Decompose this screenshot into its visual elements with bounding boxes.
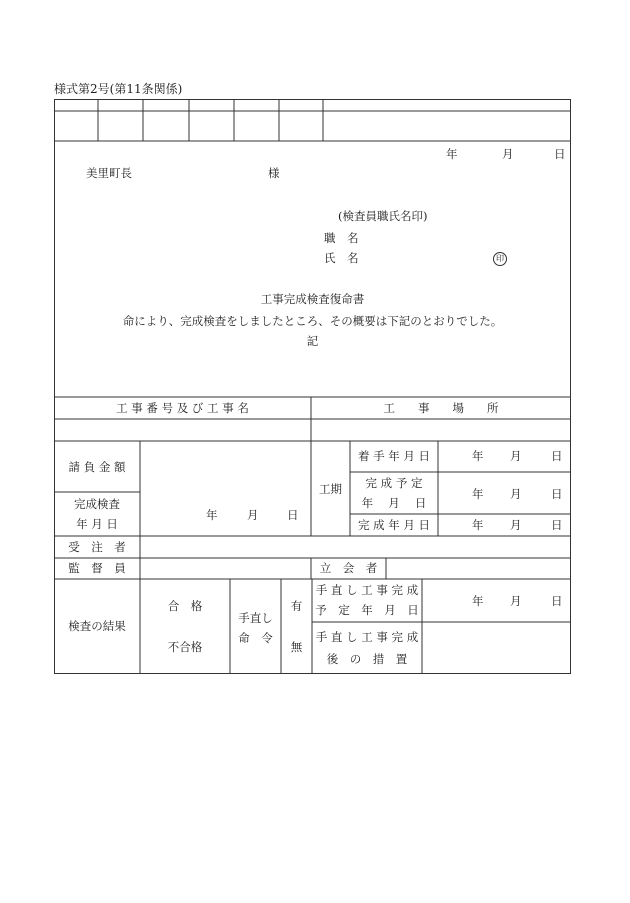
planned-day: 日 [551, 487, 563, 501]
inspection-year: 年 [206, 508, 218, 522]
planned-completion-label: 完 成 予 定 [365, 476, 423, 490]
completion-inspection-label-2: 年 月 日 [76, 517, 118, 531]
planned-year: 年 [472, 487, 484, 501]
inspection-day: 日 [287, 508, 299, 522]
rework-order-label: 手直し [238, 611, 273, 625]
inspection-month: 月 [247, 508, 259, 522]
start-date-label: 着 手 年 月 日 [357, 449, 431, 463]
completion-inspection-label: 完成検査 [74, 497, 120, 511]
report-body: 命により、完成検査をしましたところ、その概要は下記のとおりでした。 [122, 314, 503, 328]
start-month: 月 [510, 449, 522, 463]
rework-planned-day: 日 [551, 594, 563, 608]
rework-planned-label: 手 直 し 工 事 完 成 [315, 583, 419, 597]
work-location-header: 工 事 場 所 [383, 401, 499, 415]
rework-after-label: 手 直 し 工 事 完 成 [315, 630, 419, 644]
date-day: 日 [554, 147, 566, 161]
completion-date-label: 完 成 年 月 日 [357, 518, 431, 532]
period-label: 工期 [319, 482, 342, 496]
date-month: 月 [502, 147, 514, 161]
rework-order-label-2: 命 令 [238, 631, 273, 645]
inspection-report-form [54, 99, 571, 674]
inspector-name-label: 氏 名 [324, 251, 359, 265]
inspector-position-label: 職 名 [324, 231, 359, 245]
report-note-mark: 記 [306, 334, 319, 348]
completion-day: 日 [551, 518, 563, 532]
work-number-and-name-header: 工 事 番 号 及 び 工 事 名 [116, 401, 249, 415]
rework-planned-year: 年 [472, 594, 484, 608]
witness-label: 立 会 者 [319, 561, 378, 575]
rework-after-label-2: 後 の 措 置 [326, 652, 408, 666]
planned-month: 月 [510, 487, 522, 501]
planned-completion-label-2: 年 月 日 [361, 496, 427, 510]
contractor-label: 受 注 者 [68, 540, 126, 554]
supervisor-label: 監 督 員 [68, 561, 126, 575]
contract-amount-label: 請 負 金 額 [68, 460, 126, 474]
date-year: 年 [446, 147, 458, 161]
fail-option: 不合格 [167, 640, 203, 654]
completion-month: 月 [510, 518, 522, 532]
addressee-honorific: 様 [268, 166, 280, 180]
rework-yes: 有 [290, 599, 303, 613]
seal-mark: 印 [493, 252, 507, 266]
completion-year: 年 [472, 518, 484, 532]
pass-option: 合 格 [167, 599, 203, 613]
inspector-heading: (検査員職氏名印) [338, 209, 428, 223]
start-day: 日 [551, 449, 563, 463]
start-year: 年 [472, 449, 484, 463]
rework-no: 無 [290, 640, 303, 654]
addressee-name: 美里町長 [86, 166, 132, 180]
result-label: 検査の結果 [68, 619, 126, 633]
form-title: 様式第2号(第11条関係) [54, 82, 183, 96]
report-title: 工事完成検査復命書 [260, 292, 365, 306]
rework-planned-month: 月 [510, 594, 522, 608]
rework-planned-label-2: 予 定 年 月 日 [315, 603, 419, 617]
